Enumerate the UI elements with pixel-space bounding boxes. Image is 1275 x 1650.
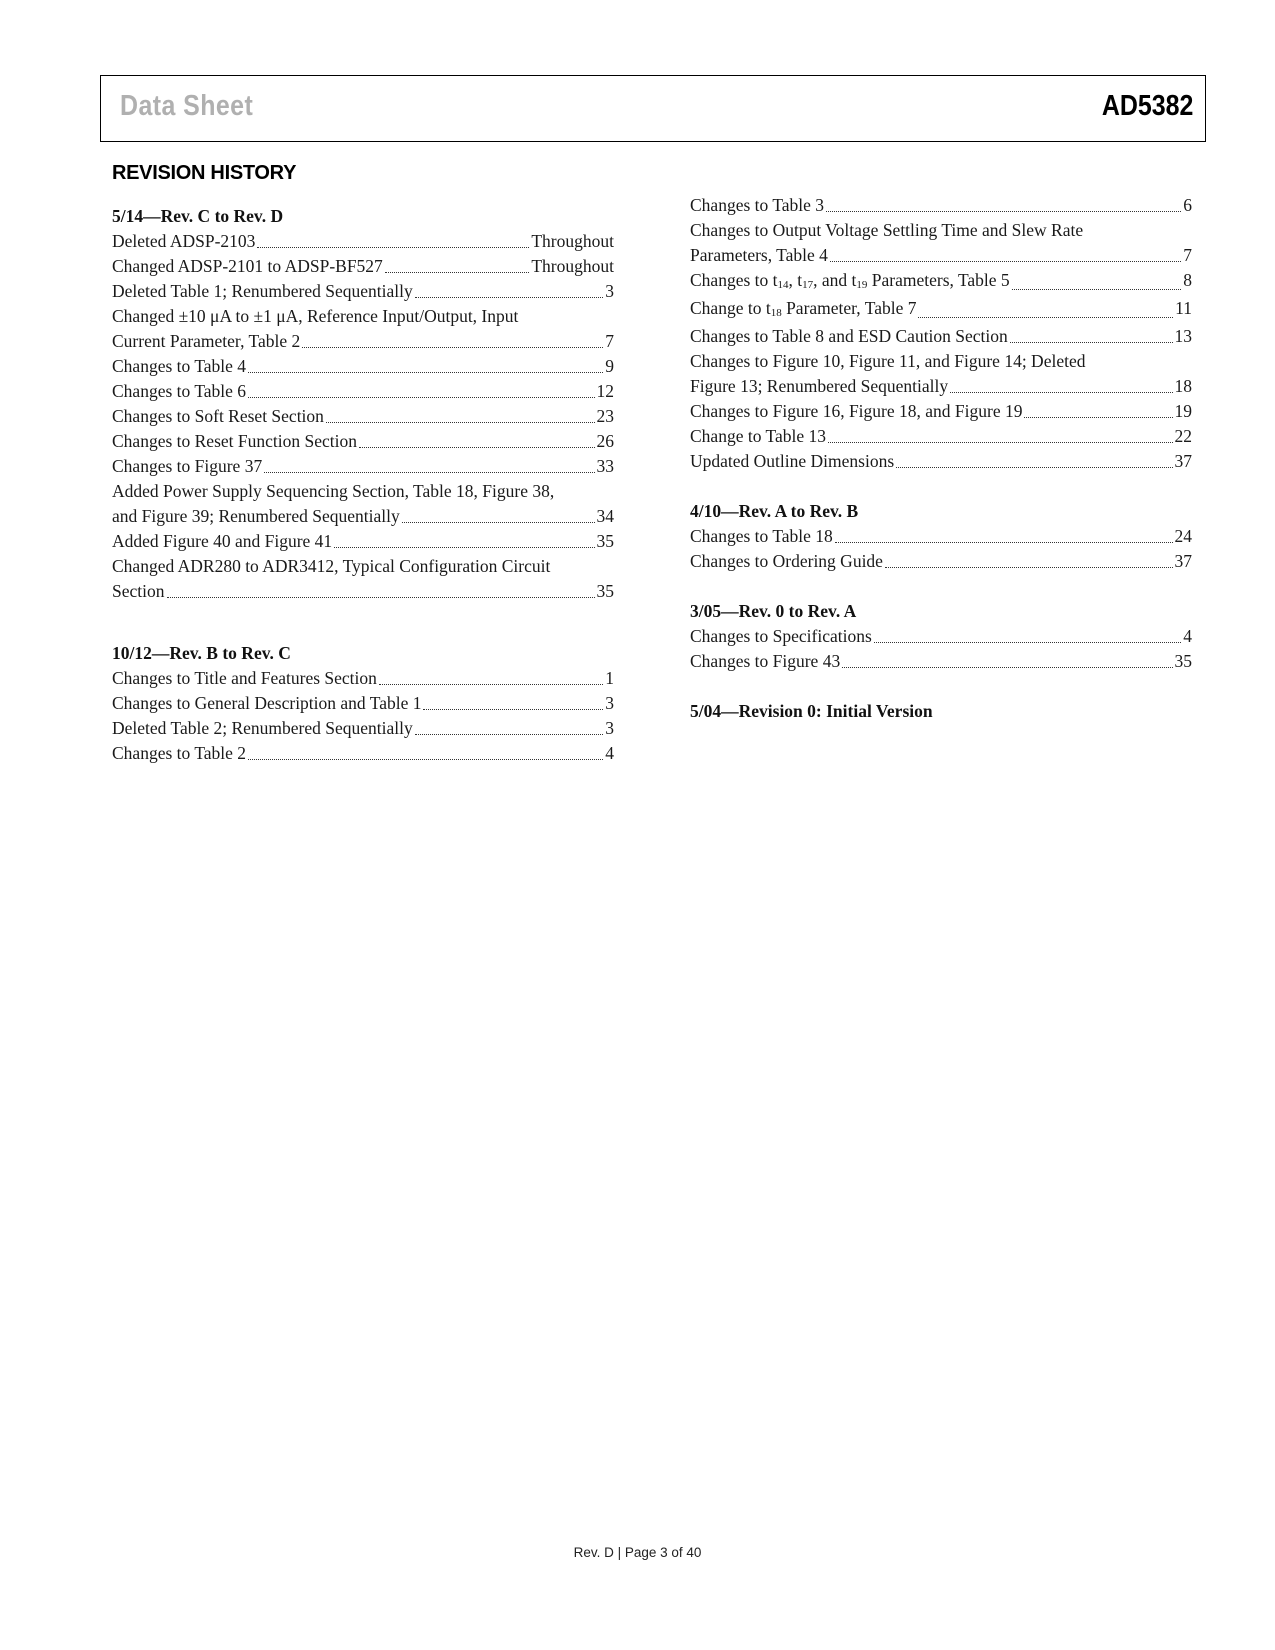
page-ref: 24 [1174,526,1192,546]
revision-entry: Added Power Supply Sequencing Section, Table 18, Figure 38, and Figure 39; Renumbered Sequentially 34 [112,479,614,529]
revision-entry: Changes to Figure 43 35 [690,649,1192,674]
page-ref: 33 [596,456,614,476]
revision-entry: Deleted ADSP-2103 Throughout [112,229,614,254]
page-ref: 4 [605,743,614,763]
page-ref: Throughout [531,231,614,251]
revision-entry: Changed ADSP-2101 to ADSP-BF527 Throughout [112,254,614,279]
page-ref: 35 [1174,651,1192,671]
revision-entry: Changes to General Description and Table 1 3 [112,691,614,716]
page-header [100,75,1206,142]
revision-entry: Changes to Table 18 24 [690,524,1192,549]
revision-heading: 5/14—Rev. C to Rev. D [112,206,284,226]
page-ref: 7 [605,331,614,351]
revision-entry: Changes to Table 8 and ESD Caution Section 13 [690,324,1192,349]
page-ref: Throughout [531,256,614,276]
page-ref: 34 [596,506,614,526]
page-ref: 11 [1175,298,1192,318]
revision-entry: Changes to Soft Reset Section 23 [112,404,614,429]
revision-heading: 5/04—Revision 0: Initial Version [690,701,933,721]
page-ref: 18 [1174,376,1192,396]
page-ref: 37 [1174,451,1192,471]
revision-heading: 10/12—Rev. B to Rev. C [112,643,291,663]
revision-entry: Changes to Table 4 9 [112,354,614,379]
revision-entry: Changes to Ordering Guide 37 [690,549,1192,574]
page-footer: Rev. D | Page 3 of 40 [573,1545,702,1560]
revision-entry: Deleted Table 1; Renumbered Sequentially 3 [112,279,614,304]
revision-heading: 3/05—Rev. 0 to Rev. A [690,601,857,621]
revision-entry: Changed ±10 μA to ±1 μA, Reference Input/Output, Input Current Parameter, Table 2 7 [112,304,614,354]
page-ref: 35 [596,581,614,601]
page-ref: 12 [596,381,614,401]
right-column [690,193,1192,724]
revision-entry: Added Figure 40 and Figure 41 35 [112,529,614,554]
page-ref: 6 [1183,195,1192,215]
page-ref: 22 [1174,426,1192,446]
page-ref: 35 [596,531,614,551]
revision-entry: Changes to Title and Features Section 1 [112,666,614,691]
header-part-number: AD5382 [1101,90,1193,122]
page-ref: 1 [605,668,614,688]
page-ref: 37 [1174,551,1192,571]
page-ref: 3 [605,718,614,738]
revision-entry: Changes to Output Voltage Settling Time and Slew Rate Parameters, Table 4 7 [690,218,1192,268]
page-ref: 8 [1183,270,1192,290]
page-ref: 4 [1183,626,1192,646]
revision-entry: Change to Table 13 22 [690,424,1192,449]
page-ref: 9 [605,356,614,376]
page-ref: 13 [1174,326,1192,346]
revision-entry: Changes to $t_{14}$, $t_{17}$, and $t_{19}$ Parameters, Table 5 8 [690,270,1192,291]
revision-entry: Changed ADR280 to ADR3412, Typical Configuration Circuit Section 35 [112,554,614,604]
revision-entry: Changes to Specifications 4 [690,624,1192,649]
page-ref: 23 [596,406,614,426]
page-ref: 19 [1174,401,1192,421]
header-doc-type: Data Sheet [120,90,254,122]
revision-entry: Changes to Table 3 6 [690,193,1192,218]
section-title: REVISION HISTORY [112,162,297,184]
revision-entry: Change to $t_{18}$ Parameter, Table 7 11 [690,298,1192,319]
revision-entry: Changes to Figure 16, Figure 18, and Figure 19 19 [690,399,1192,424]
revision-heading: 4/10—Rev. A to Rev. B [690,501,859,521]
page-ref: 3 [605,693,614,713]
left-column [112,204,614,766]
page-ref: 26 [596,431,614,451]
revision-entry: Changes to Reset Function Section 26 [112,429,614,454]
revision-entry: Changes to Figure 10, Figure 11, and Figure 14; Deleted Figure 13; Renumbered Sequentially 18 [690,349,1192,399]
revision-entry: Changes to Figure 37 33 [112,454,614,479]
revision-entry: Changes to Table 2 4 [112,741,614,766]
revision-entry: Updated Outline Dimensions 37 [690,449,1192,474]
page-ref: 3 [605,281,614,301]
page-ref: 7 [1183,245,1192,265]
revision-entry: Deleted Table 2; Renumbered Sequentially 3 [112,716,614,741]
revision-entry: Changes to Table 6 12 [112,379,614,404]
